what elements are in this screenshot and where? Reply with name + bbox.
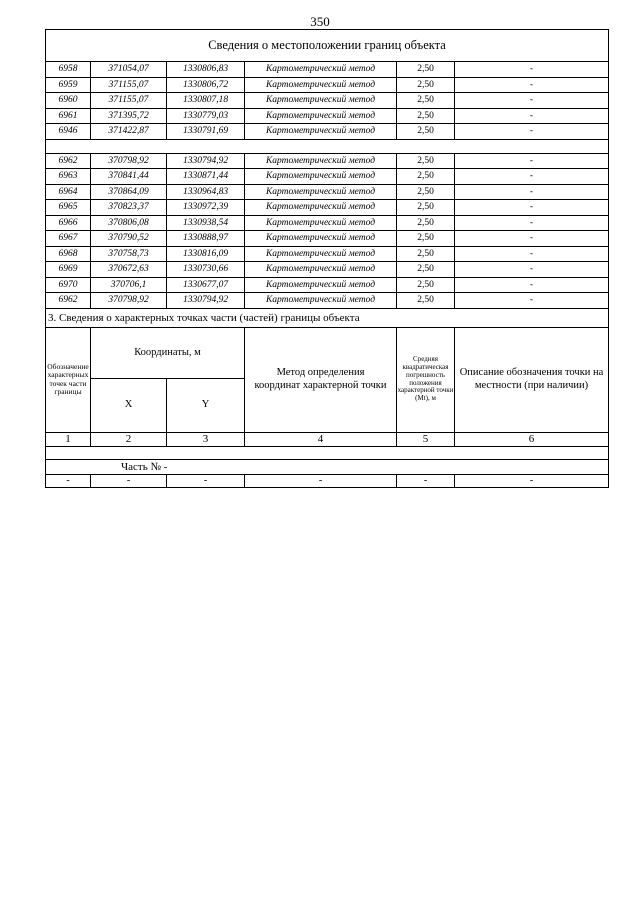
point-y: 1330816,09: [167, 246, 245, 262]
point-description: -: [455, 77, 609, 93]
column-number: 3: [167, 432, 245, 446]
empty-value-cell: -: [46, 474, 91, 487]
point-description: -: [455, 246, 609, 262]
header-point-designation: Обозначение характерных точек части границы: [46, 327, 91, 432]
point-number: 6965: [46, 200, 91, 216]
point-row: [46, 262, 609, 278]
point-y: 1330972,39: [167, 200, 245, 216]
header-coordinates: Координаты, м: [91, 327, 245, 378]
point-number: 6961: [46, 108, 91, 124]
header-x: X: [91, 378, 167, 432]
header-description: Описание обозначения точки на местности (при наличии): [455, 327, 609, 432]
point-description: -: [455, 169, 609, 185]
point-method: Картометрический метод: [245, 262, 397, 278]
header-accuracy: Средняя квадратическая погрешность положения характерной точки (Мt), м: [397, 327, 455, 432]
empty-value-cell: -: [91, 474, 167, 487]
point-method: Картометрический метод: [245, 124, 397, 140]
point-description: -: [455, 93, 609, 109]
point-y: 1330806,72: [167, 77, 245, 93]
point-accuracy: 2,50: [397, 231, 455, 247]
point-number: 6966: [46, 215, 91, 231]
header-y: Y: [167, 378, 245, 432]
point-accuracy: 2,50: [397, 184, 455, 200]
boundary-table: [45, 29, 609, 488]
point-method: Картометрический метод: [245, 62, 397, 78]
part-row: [46, 459, 609, 474]
point-x: 370672,63: [91, 262, 167, 278]
point-y: 1330938,54: [167, 215, 245, 231]
point-y: 1330871,44: [167, 169, 245, 185]
point-description: -: [455, 124, 609, 140]
point-row: [46, 124, 609, 140]
point-method: Картометрический метод: [245, 277, 397, 293]
point-x: 371422,87: [91, 124, 167, 140]
point-method: Картометрический метод: [245, 200, 397, 216]
point-x: 370841,44: [91, 169, 167, 185]
point-accuracy: 2,50: [397, 108, 455, 124]
point-y: 1330794,92: [167, 153, 245, 169]
point-accuracy: 2,50: [397, 262, 455, 278]
point-number: 6968: [46, 246, 91, 262]
point-description: -: [455, 262, 609, 278]
boundary-sheet: [45, 29, 608, 488]
point-x: 371054,07: [91, 62, 167, 78]
point-row: [46, 231, 609, 247]
point-x: 370798,92: [91, 293, 167, 309]
point-y: 1330888,97: [167, 231, 245, 247]
point-row: [46, 184, 609, 200]
point-row: [46, 200, 609, 216]
point-description: -: [455, 184, 609, 200]
point-accuracy: 2,50: [397, 77, 455, 93]
column-number: 2: [91, 432, 167, 446]
point-accuracy: 2,50: [397, 62, 455, 78]
point-accuracy: 2,50: [397, 246, 455, 262]
column-numbers-row: [46, 432, 609, 446]
blank-cell: [46, 446, 609, 459]
point-x: 370864,09: [91, 184, 167, 200]
point-row: [46, 77, 609, 93]
point-description: -: [455, 231, 609, 247]
point-description: -: [455, 293, 609, 309]
point-accuracy: 2,50: [397, 124, 455, 140]
point-y: 1330807,18: [167, 93, 245, 109]
point-method: Картометрический метод: [245, 231, 397, 247]
point-y: 1330677,07: [167, 277, 245, 293]
point-method: Картометрический метод: [245, 77, 397, 93]
point-method: Картометрический метод: [245, 246, 397, 262]
empty-value-cell: -: [245, 474, 397, 487]
point-row: [46, 153, 609, 169]
point-number: 6958: [46, 62, 91, 78]
point-method: Картометрический метод: [245, 215, 397, 231]
group-separator: [46, 139, 609, 153]
point-accuracy: 2,50: [397, 200, 455, 216]
point-x: 371395,72: [91, 108, 167, 124]
point-y: 1330730,66: [167, 262, 245, 278]
point-row: [46, 169, 609, 185]
point-accuracy: 2,50: [397, 169, 455, 185]
empty-part-row: [46, 474, 609, 487]
point-x: 370823,37: [91, 200, 167, 216]
point-x: 370798,92: [91, 153, 167, 169]
point-x: 371155,07: [91, 93, 167, 109]
column-number: 1: [46, 432, 91, 446]
point-y: 1330791,69: [167, 124, 245, 140]
point-accuracy: 2,50: [397, 277, 455, 293]
point-description: -: [455, 200, 609, 216]
point-accuracy: 2,50: [397, 153, 455, 169]
point-number: 6962: [46, 293, 91, 309]
empty-value-cell: -: [455, 474, 609, 487]
point-y: 1330794,92: [167, 293, 245, 309]
point-accuracy: 2,50: [397, 93, 455, 109]
point-row: [46, 277, 609, 293]
point-description: -: [455, 108, 609, 124]
point-row: [46, 93, 609, 109]
blank-row: [46, 446, 609, 459]
point-x: 370758,73: [91, 246, 167, 262]
point-method: Картометрический метод: [245, 93, 397, 109]
column-number: 4: [245, 432, 397, 446]
point-number: 6963: [46, 169, 91, 185]
point-x: 370706,1: [91, 277, 167, 293]
point-method: Картометрический метод: [245, 108, 397, 124]
point-description: -: [455, 153, 609, 169]
point-number: 6970: [46, 277, 91, 293]
point-x: 370790,52: [91, 231, 167, 247]
point-number: 6959: [46, 77, 91, 93]
point-row: [46, 62, 609, 78]
point-method: Картометрический метод: [245, 169, 397, 185]
column-number: 6: [455, 432, 609, 446]
point-y: 1330779,03: [167, 108, 245, 124]
header-row-1: [46, 327, 609, 378]
empty-value-cell: -: [167, 474, 245, 487]
point-number: 6962: [46, 153, 91, 169]
point-y: 1330806,83: [167, 62, 245, 78]
point-number: 6967: [46, 231, 91, 247]
group-separator-row: [46, 139, 609, 153]
point-x: 371155,07: [91, 77, 167, 93]
point-description: -: [455, 277, 609, 293]
point-number: 6969: [46, 262, 91, 278]
point-row: [46, 293, 609, 309]
point-description: -: [455, 62, 609, 78]
section-title-row: [46, 30, 609, 62]
point-number: 6964: [46, 184, 91, 200]
point-row: [46, 108, 609, 124]
point-number: 6946: [46, 124, 91, 140]
point-row: [46, 246, 609, 262]
point-description: -: [455, 215, 609, 231]
point-accuracy: 2,50: [397, 215, 455, 231]
page-number: 350: [310, 14, 330, 29]
part-label: Часть № -: [46, 459, 609, 474]
point-number: 6960: [46, 93, 91, 109]
point-method: Картометрический метод: [245, 293, 397, 309]
section-title: Сведения о местоположении границ объекта: [46, 30, 609, 62]
point-method: Картометрический метод: [245, 184, 397, 200]
point-accuracy: 2,50: [397, 293, 455, 309]
point-row: [46, 215, 609, 231]
point-y: 1330964,83: [167, 184, 245, 200]
empty-value-cell: -: [397, 474, 455, 487]
point-method: Картометрический метод: [245, 153, 397, 169]
point-x: 370806,08: [91, 215, 167, 231]
section3-title: 3. Сведения о характерных точках части (частей) границы объекта: [46, 308, 609, 327]
section3-title-row: [46, 308, 609, 327]
boundary-table-body: [46, 30, 609, 488]
column-number: 5: [397, 432, 455, 446]
header-method: Метод определения координат характерной точки: [245, 327, 397, 432]
